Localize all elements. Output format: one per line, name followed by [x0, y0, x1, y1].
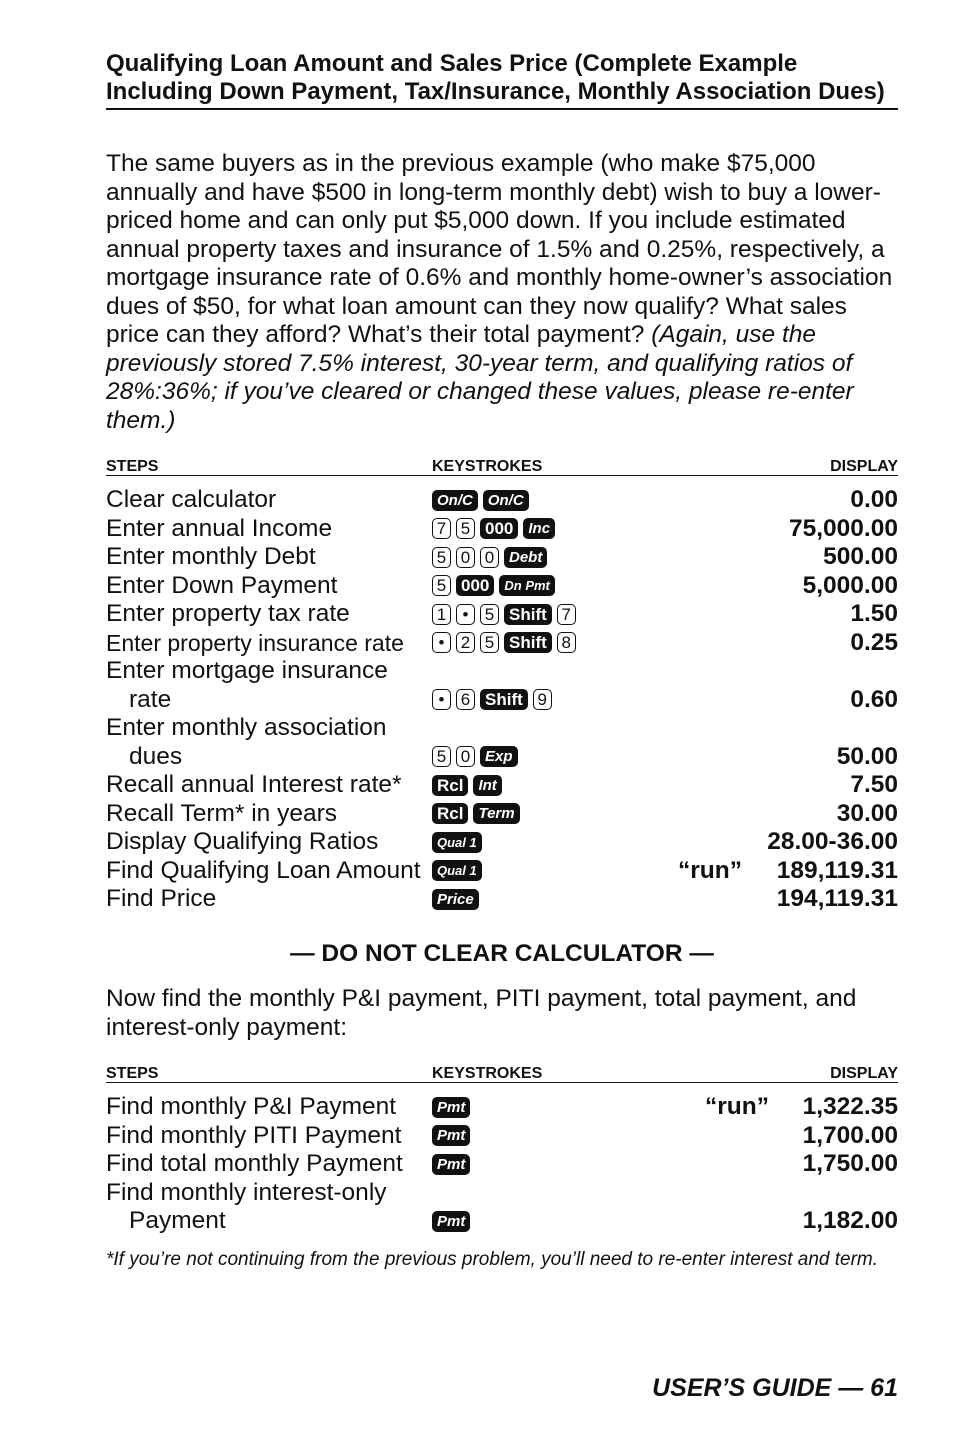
- table1-header: [106, 455, 898, 476]
- calculator-key-5: 5: [480, 604, 499, 625]
- step-label: [106, 714, 387, 771]
- calculator-key-shift: Shift: [504, 632, 552, 653]
- keystroke-sequence: [432, 1122, 470, 1151]
- display-value: 500.00: [823, 543, 898, 570]
- table-row: [106, 800, 898, 829]
- step-text: Find monthly interest-only: [106, 1178, 387, 1206]
- calculator-key-decimal: •: [432, 632, 451, 653]
- step-text: Enter Down Payment: [106, 571, 338, 599]
- step-label: [106, 486, 276, 515]
- table-row: [106, 1093, 898, 1122]
- step-text: Recall Term* in years: [106, 799, 338, 827]
- display-value: 75,000.00: [789, 514, 898, 542]
- step-text: Enter annual Income: [106, 514, 333, 542]
- calculator-key-int: Int: [473, 775, 501, 796]
- calculator-key-dn-pmt: Dn Pmt: [499, 575, 555, 596]
- table-row: [106, 657, 898, 714]
- keystroke-sequence: [432, 771, 502, 800]
- calculator-key-shift: Shift: [480, 689, 528, 710]
- calculator-key-6: 6: [456, 689, 475, 710]
- keystroke-sequence: [432, 1150, 470, 1179]
- calculator-key-7: 7: [557, 604, 576, 625]
- calculator-key-0: 0: [456, 547, 475, 568]
- calculator-key-decimal: •: [432, 689, 451, 710]
- step-label: [106, 657, 388, 714]
- table-row: [106, 885, 898, 914]
- table-row: [106, 714, 898, 771]
- step-label: [106, 1093, 396, 1122]
- calculator-key-pmt: Pmt: [432, 1211, 470, 1232]
- calculator-key-pmt: Pmt: [432, 1125, 470, 1146]
- table2-rows: [106, 1093, 898, 1236]
- display-value: 0.00: [850, 486, 898, 513]
- calculator-key-2: 2: [456, 632, 475, 653]
- steps-header: STEPS: [106, 1065, 159, 1082]
- calculator-key-0: 0: [480, 547, 499, 568]
- step-label: [106, 885, 216, 914]
- table-row: [106, 828, 898, 857]
- footnote: *If you’re not continuing from the previous problem, you’ll need to re-enter interest and term.: [106, 1249, 879, 1270]
- keystrokes-header: KEYSTROKES: [432, 1065, 543, 1082]
- calculator-key-5: 5: [432, 547, 451, 568]
- keystroke-sequence: [432, 828, 482, 857]
- step-label: [106, 600, 350, 629]
- step-text: Find monthly PITI Payment: [106, 1121, 402, 1149]
- display-value: 7.50: [850, 771, 898, 798]
- steps-header: STEPS: [106, 458, 159, 475]
- table-row: [106, 515, 898, 544]
- do-not-clear-heading: — DO NOT CLEAR CALCULATOR —: [290, 940, 714, 967]
- table-row: [106, 1122, 898, 1151]
- keystroke-sequence: [432, 800, 520, 829]
- calculator-key-inc: Inc: [523, 518, 555, 539]
- calculator-key-pmt: Pmt: [432, 1154, 470, 1175]
- calculator-key-rcl: Rcl: [432, 775, 468, 796]
- display-value: 1,182.00: [802, 1207, 898, 1234]
- calculator-key-pmt: Pmt: [432, 1097, 470, 1118]
- calculator-key-debt: Debt: [504, 547, 547, 568]
- step-text: Find monthly P&I Payment: [106, 1093, 397, 1120]
- run-indicator: “run”: [705, 1093, 769, 1120]
- keystroke-sequence: [432, 515, 555, 544]
- display-header: DISPLAY: [830, 1065, 898, 1082]
- calculator-key-rcl: Rcl: [432, 803, 468, 824]
- step-label: [106, 572, 338, 601]
- table-row: [106, 629, 898, 658]
- keystrokes-header: KEYSTROKES: [432, 458, 543, 475]
- step-label: [106, 1150, 403, 1179]
- table-row: [106, 600, 898, 629]
- keystroke-sequence: [432, 885, 479, 914]
- step-label: [106, 828, 378, 857]
- step-text: Clear calculator: [106, 486, 277, 513]
- calculator-key-exp: Exp: [480, 746, 518, 767]
- step-text-continued: Payment: [129, 1207, 226, 1234]
- step-label: [106, 515, 332, 544]
- table-row: [106, 1179, 898, 1236]
- keystroke-sequence: [432, 1093, 470, 1122]
- display-value: 50.00: [836, 742, 898, 770]
- table2-header: [106, 1062, 898, 1083]
- display-value: 189,119.31: [776, 856, 898, 884]
- calculator-key-on-c: On/C: [432, 490, 478, 511]
- step-text: Enter monthly Debt: [106, 543, 316, 570]
- step-label: [106, 800, 337, 829]
- display-value: 28.00-36.00: [767, 828, 898, 855]
- keystroke-sequence: [432, 1207, 470, 1236]
- table-row: [106, 572, 898, 601]
- step-text: Find Qualifying Loan Amount: [106, 856, 421, 884]
- calculator-key-8: 8: [557, 632, 576, 653]
- keystroke-sequence: [432, 857, 482, 886]
- table-row: [106, 486, 898, 515]
- table-row: [106, 857, 898, 886]
- display-value: 1,322.35: [802, 1093, 898, 1120]
- run-indicator: “run”: [678, 856, 742, 884]
- keystroke-sequence: [432, 486, 529, 515]
- step-label: [106, 771, 402, 800]
- calculator-key-1: 1: [432, 604, 451, 625]
- display-value: 1.50: [850, 600, 898, 627]
- calculator-key-shift: Shift: [504, 604, 552, 625]
- display-value: 0.25: [850, 628, 898, 656]
- step-label: [106, 1122, 401, 1151]
- step-text: Find total monthly Payment: [106, 1150, 403, 1177]
- step-label: [106, 543, 316, 572]
- step-text: Enter monthly association: [106, 714, 387, 741]
- keystroke-sequence: [432, 686, 552, 715]
- intro-italic-note: (Again, use the previously stored 7.5% interest, 30-year term, and qualifying ratios of 28%:36%; if you’ve cleared or changed these values, please re-enter them.): [106, 321, 854, 434]
- calculator-key-on-c: On/C: [483, 490, 529, 511]
- display-value: 0.60: [850, 685, 898, 713]
- display-value: 30.00: [836, 799, 898, 827]
- step-text: Enter mortgage insurance: [106, 657, 388, 684]
- calculator-key-0: 0: [456, 746, 475, 767]
- table-row: [106, 771, 898, 800]
- calculator-key-5: 5: [456, 518, 475, 539]
- step-text: Find Price: [106, 885, 217, 912]
- calculator-key-5: 5: [432, 746, 451, 767]
- keystroke-sequence: [432, 543, 547, 572]
- calculator-key-7: 7: [432, 518, 451, 539]
- intro-text: The same buyers as in the previous example (who make $75,000 annually and have $500 in long-term monthly debt) wish to buy a lower-priced home and can only put $5,000 down. If you include estimated annual property taxes and insurance of 1.5% and 0.25%, respectively, a mortgage insurance rate of 0.6% and monthly home-owner’s association dues of $50, for what loan amount can they now qualify? What sales price can they afford? What’s their total payment?: [106, 150, 893, 348]
- display-value: 5,000.00: [802, 571, 898, 599]
- step-label: [106, 857, 421, 886]
- table-row: [106, 1150, 898, 1179]
- calculator-key-000: 000: [480, 518, 518, 539]
- calculator-key-5: 5: [432, 575, 451, 596]
- calculator-key-5: 5: [480, 632, 499, 653]
- step-text-continued: rate: [129, 685, 172, 713]
- table1-rows: [106, 486, 898, 914]
- page-footer: USER’S GUIDE — 61: [652, 1374, 898, 1402]
- step-text: Enter property tax rate: [106, 600, 350, 627]
- calculator-key-price: Price: [432, 889, 479, 910]
- calculator-key-000: 000: [456, 575, 494, 596]
- step-text-continued: dues: [129, 742, 183, 770]
- keystroke-sequence: [432, 629, 576, 658]
- display-value: 1,750.00: [802, 1150, 898, 1177]
- calculator-key-decimal: •: [456, 604, 475, 625]
- display-header: DISPLAY: [830, 458, 898, 475]
- continuation-text: Now find the monthly P&I payment, PITI payment, total payment, and interest-only payment:: [106, 985, 857, 1041]
- step-text: Display Qualifying Ratios: [106, 828, 379, 855]
- step-text: Recall annual Interest rate*: [106, 771, 402, 798]
- keystroke-sequence: [432, 600, 576, 629]
- keystroke-sequence: [432, 743, 518, 772]
- display-value: 194,119.31: [776, 885, 898, 912]
- step-label: [106, 629, 404, 658]
- section-title: Qualifying Loan Amount and Sales Price (Complete Example Including Down Payment, Tax/Insurance, Monthly Association Dues): [106, 50, 898, 110]
- display-value: 1,700.00: [802, 1121, 898, 1149]
- calculator-key-term: Term: [473, 803, 519, 824]
- calculator-key-qual-1: Qual 1: [432, 832, 482, 853]
- keystroke-sequence: [432, 572, 555, 601]
- intro-paragraph: [106, 150, 898, 435]
- table-row: [106, 543, 898, 572]
- calculator-key-9: 9: [533, 689, 552, 710]
- step-label: [106, 1179, 387, 1236]
- calculator-key-qual-1: Qual 1: [432, 860, 482, 881]
- step-text: Enter property insurance rate: [106, 629, 404, 656]
